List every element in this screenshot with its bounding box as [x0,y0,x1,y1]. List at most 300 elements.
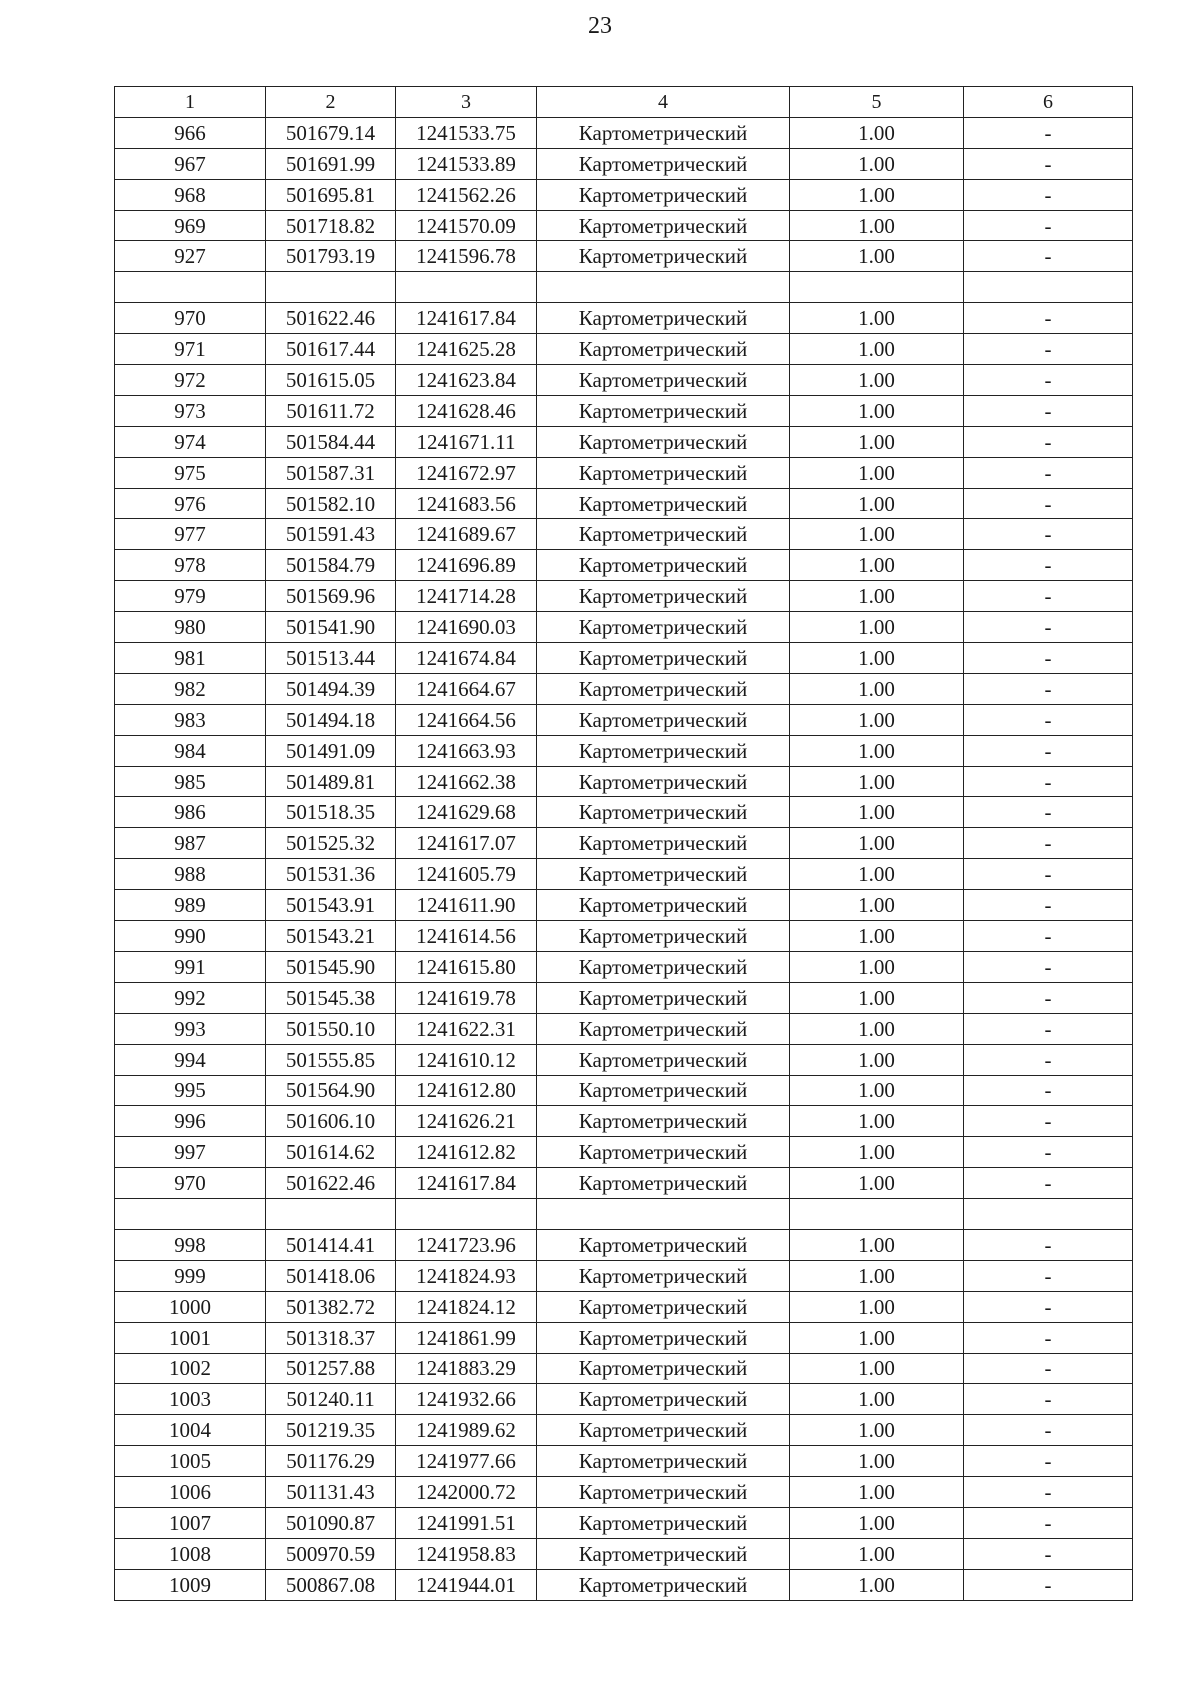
table-row [115,1446,1133,1477]
cell-x-coordinate: 501257.88 [266,1353,396,1384]
cell-method: Картометрический [537,797,790,828]
table-row [115,797,1133,828]
table-row [115,1075,1133,1106]
table-row [115,488,1133,519]
table-row [115,457,1133,488]
cell-note: - [964,1507,1133,1538]
cell-method: Картометрический [537,612,790,643]
cell-accuracy: 1.00 [790,1168,964,1199]
column-header-accuracy: 5 [790,87,964,118]
cell-note: - [964,303,1133,334]
cell-method: Картометрический [537,1075,790,1106]
table-row [115,735,1133,766]
table-row [115,241,1133,272]
cell-accuracy: 1.00 [790,581,964,612]
cell-note: - [964,519,1133,550]
cell-point-number: 969 [115,210,266,241]
cell-method: Картометрический [537,1477,790,1508]
cell-accuracy: 1.00 [790,1507,964,1538]
cell-note: - [964,951,1133,982]
cell-x-coordinate: 501518.35 [266,797,396,828]
table-row [115,766,1133,797]
cell-method: Картометрический [537,426,790,457]
cell-x-coordinate: 501545.90 [266,951,396,982]
table-row [115,1538,1133,1569]
cell-accuracy: 1.00 [790,1044,964,1075]
cell-note: - [964,828,1133,859]
cell-method: Картометрический [537,1538,790,1569]
cell-y-coordinate: 1241610.12 [396,1044,537,1075]
table-row [115,210,1133,241]
cell-y-coordinate: 1241723.96 [396,1229,537,1260]
cell-x-coordinate: 501679.14 [266,117,396,148]
cell-note: - [964,1569,1133,1600]
cell-note: - [964,148,1133,179]
cell-note: - [964,1353,1133,1384]
cell-note: - [964,117,1133,148]
cell-y-coordinate: 1241625.28 [396,334,537,365]
cell-accuracy: 1.00 [790,1137,964,1168]
cell-accuracy: 1.00 [790,148,964,179]
cell-point-number: 983 [115,704,266,735]
cell-y-coordinate: 1241944.01 [396,1569,537,1600]
cell-accuracy: 1.00 [790,1260,964,1291]
cell-point-number: 1006 [115,1477,266,1508]
cell-point-number: 978 [115,550,266,581]
cell-note: - [964,550,1133,581]
cell-method: Картометрический [537,1384,790,1415]
cell-accuracy: 1.00 [790,117,964,148]
cell-point-number: 979 [115,581,266,612]
cell-y-coordinate: 1241824.93 [396,1260,537,1291]
page-number: 23 [588,13,612,39]
table-row [115,519,1133,550]
cell-note: - [964,643,1133,674]
cell-accuracy [790,272,964,303]
cell-y-coordinate: 1241683.56 [396,488,537,519]
cell-y-coordinate: 1241617.84 [396,1168,537,1199]
table-row [115,117,1133,148]
cell-note: - [964,581,1133,612]
cell-x-coordinate: 501131.43 [266,1477,396,1508]
cell-point-number: 999 [115,1260,266,1291]
cell-point-number: 998 [115,1229,266,1260]
cell-note: - [964,241,1133,272]
cell-note: - [964,334,1133,365]
cell-accuracy: 1.00 [790,1106,964,1137]
cell-method: Картометрический [537,1137,790,1168]
cell-x-coordinate: 501691.99 [266,148,396,179]
cell-x-coordinate: 501382.72 [266,1291,396,1322]
cell-note: - [964,1075,1133,1106]
cell-accuracy: 1.00 [790,766,964,797]
cell-accuracy: 1.00 [790,704,964,735]
cell-y-coordinate: 1241958.83 [396,1538,537,1569]
column-header-y-coordinate: 3 [396,87,537,118]
cell-accuracy: 1.00 [790,488,964,519]
cell-x-coordinate: 501489.81 [266,766,396,797]
cell-point-number: 988 [115,859,266,890]
cell-method: Картометрический [537,1415,790,1446]
cell-y-coordinate: 1241628.46 [396,395,537,426]
cell-method: Картометрический [537,982,790,1013]
cell-point-number [115,272,266,303]
cell-x-coordinate: 501569.96 [266,581,396,612]
cell-method: Картометрический [537,1353,790,1384]
table-header [115,87,1133,118]
cell-note: - [964,210,1133,241]
cell-y-coordinate: 1241690.03 [396,612,537,643]
cell-method [537,1199,790,1230]
cell-method: Картометрический [537,457,790,488]
cell-note: - [964,1477,1133,1508]
cell-accuracy: 1.00 [790,890,964,921]
cell-method: Картометрический [537,365,790,396]
cell-y-coordinate: 1241696.89 [396,550,537,581]
cell-x-coordinate: 501587.31 [266,457,396,488]
cell-x-coordinate: 501525.32 [266,828,396,859]
cell-method: Картометрический [537,1322,790,1353]
cell-y-coordinate: 1241629.68 [396,797,537,828]
cell-method: Картометрический [537,1168,790,1199]
cell-point-number: 967 [115,148,266,179]
table-row [115,890,1133,921]
cell-method: Картометрический [537,735,790,766]
cell-y-coordinate: 1241617.84 [396,303,537,334]
cell-method: Картометрический [537,828,790,859]
cell-y-coordinate: 1241689.67 [396,519,537,550]
cell-y-coordinate: 1241991.51 [396,1507,537,1538]
cell-point-number: 980 [115,612,266,643]
cell-note: - [964,1538,1133,1569]
cell-x-coordinate: 501541.90 [266,612,396,643]
cell-y-coordinate: 1241932.66 [396,1384,537,1415]
cell-x-coordinate: 501494.39 [266,673,396,704]
cell-x-coordinate: 500970.59 [266,1538,396,1569]
table-row [115,1291,1133,1322]
table-row [115,581,1133,612]
cell-x-coordinate: 501494.18 [266,704,396,735]
cell-accuracy [790,1199,964,1230]
cell-y-coordinate: 1241596.78 [396,241,537,272]
cell-point-number: 970 [115,1168,266,1199]
cell-x-coordinate: 501584.79 [266,550,396,581]
cell-y-coordinate: 1241622.31 [396,1013,537,1044]
cell-x-coordinate: 501718.82 [266,210,396,241]
cell-accuracy: 1.00 [790,1353,964,1384]
table-row [115,179,1133,210]
cell-y-coordinate: 1241533.89 [396,148,537,179]
cell-x-coordinate: 501617.44 [266,334,396,365]
cell-note: - [964,1044,1133,1075]
cell-note: - [964,673,1133,704]
cell-point-number: 968 [115,179,266,210]
table-row [115,1260,1133,1291]
cell-accuracy: 1.00 [790,1384,964,1415]
cell-point-number: 981 [115,643,266,674]
table-row [115,365,1133,396]
table-row [115,1322,1133,1353]
cell-point-number: 982 [115,673,266,704]
column-header-note: 6 [964,87,1133,118]
cell-y-coordinate: 1241663.93 [396,735,537,766]
cell-note: - [964,1137,1133,1168]
table-row [115,1507,1133,1538]
cell-y-coordinate: 1241671.11 [396,426,537,457]
cell-point-number: 1009 [115,1569,266,1600]
cell-note: - [964,859,1133,890]
cell-note: - [964,735,1133,766]
cell-x-coordinate [266,272,396,303]
cell-accuracy: 1.00 [790,1322,964,1353]
cell-y-coordinate: 1241562.26 [396,179,537,210]
cell-method: Картометрический [537,766,790,797]
table-row [115,1137,1133,1168]
cell-accuracy: 1.00 [790,921,964,952]
cell-accuracy: 1.00 [790,1446,964,1477]
cell-x-coordinate: 501240.11 [266,1384,396,1415]
cell-method: Картометрический [537,890,790,921]
cell-method: Картометрический [537,210,790,241]
cell-accuracy: 1.00 [790,303,964,334]
cell-method: Картометрический [537,1569,790,1600]
cell-accuracy: 1.00 [790,797,964,828]
table-row [115,828,1133,859]
cell-note: - [964,797,1133,828]
cell-note: - [964,365,1133,396]
cell-x-coordinate: 501622.46 [266,303,396,334]
cell-point-number: 973 [115,395,266,426]
cell-x-coordinate: 501414.41 [266,1229,396,1260]
cell-y-coordinate: 1241612.80 [396,1075,537,1106]
cell-note: - [964,890,1133,921]
cell-note: - [964,395,1133,426]
cell-note: - [964,1260,1133,1291]
table-row [115,426,1133,457]
cell-method: Картометрический [537,148,790,179]
cell-point-number: 972 [115,365,266,396]
table-row [115,1415,1133,1446]
cell-x-coordinate: 501615.05 [266,365,396,396]
cell-method: Картометрический [537,1106,790,1137]
cell-method: Картометрический [537,1229,790,1260]
cell-accuracy: 1.00 [790,643,964,674]
table-row [115,1044,1133,1075]
cell-accuracy: 1.00 [790,210,964,241]
cell-point-number: 971 [115,334,266,365]
cell-y-coordinate: 1241623.84 [396,365,537,396]
cell-point-number: 970 [115,303,266,334]
cell-note: - [964,1415,1133,1446]
cell-y-coordinate: 1241626.21 [396,1106,537,1137]
cell-y-coordinate: 1242000.72 [396,1477,537,1508]
cell-method: Картометрический [537,117,790,148]
cell-accuracy: 1.00 [790,982,964,1013]
table-body [115,117,1133,1600]
cell-y-coordinate: 1241570.09 [396,210,537,241]
cell-method: Картометрический [537,1013,790,1044]
cell-y-coordinate: 1241605.79 [396,859,537,890]
table-row [115,1384,1133,1415]
table-row [115,921,1133,952]
column-header-x-coordinate: 2 [266,87,396,118]
cell-y-coordinate: 1241824.12 [396,1291,537,1322]
cell-y-coordinate: 1241612.82 [396,1137,537,1168]
cell-x-coordinate: 501564.90 [266,1075,396,1106]
cell-y-coordinate: 1241989.62 [396,1415,537,1446]
cell-y-coordinate: 1241664.67 [396,673,537,704]
cell-method: Картометрический [537,334,790,365]
cell-point-number: 1008 [115,1538,266,1569]
cell-x-coordinate: 501555.85 [266,1044,396,1075]
cell-point-number: 991 [115,951,266,982]
cell-note: - [964,766,1133,797]
cell-method: Картометрический [537,395,790,426]
cell-point-number: 985 [115,766,266,797]
cell-point-number: 1001 [115,1322,266,1353]
table-row [115,643,1133,674]
cell-accuracy: 1.00 [790,1477,964,1508]
cell-accuracy: 1.00 [790,457,964,488]
cell-note: - [964,704,1133,735]
cell-note: - [964,1291,1133,1322]
cell-x-coordinate: 501418.06 [266,1260,396,1291]
cell-y-coordinate: 1241619.78 [396,982,537,1013]
cell-note: - [964,1384,1133,1415]
cell-note: - [964,488,1133,519]
cell-method: Картометрический [537,1446,790,1477]
cell-x-coordinate: 501176.29 [266,1446,396,1477]
cell-method: Картометрический [537,488,790,519]
table-row [115,303,1133,334]
cell-accuracy: 1.00 [790,241,964,272]
cell-method: Картометрический [537,859,790,890]
cell-x-coordinate: 501513.44 [266,643,396,674]
cell-accuracy: 1.00 [790,1075,964,1106]
cell-accuracy: 1.00 [790,1415,964,1446]
cell-point-number: 927 [115,241,266,272]
cell-y-coordinate: 1241883.29 [396,1353,537,1384]
cell-accuracy: 1.00 [790,365,964,396]
cell-y-coordinate: 1241617.07 [396,828,537,859]
cell-point-number: 977 [115,519,266,550]
table-row [115,550,1133,581]
cell-point-number: 1005 [115,1446,266,1477]
cell-x-coordinate: 501543.91 [266,890,396,921]
separator-row [115,272,1133,303]
cell-point-number: 984 [115,735,266,766]
cell-accuracy: 1.00 [790,1013,964,1044]
cell-x-coordinate: 500867.08 [266,1569,396,1600]
cell-accuracy: 1.00 [790,1538,964,1569]
cell-y-coordinate: 1241977.66 [396,1446,537,1477]
cell-method: Картометрический [537,643,790,674]
cell-y-coordinate: 1241672.97 [396,457,537,488]
cell-x-coordinate: 501219.35 [266,1415,396,1446]
cell-y-coordinate: 1241714.28 [396,581,537,612]
cell-note: - [964,1168,1133,1199]
cell-point-number: 997 [115,1137,266,1168]
cell-accuracy: 1.00 [790,395,964,426]
cell-x-coordinate: 501793.19 [266,241,396,272]
cell-point-number: 1004 [115,1415,266,1446]
table-row [115,1106,1133,1137]
table-row [115,1353,1133,1384]
cell-point-number: 987 [115,828,266,859]
cell-x-coordinate: 501531.36 [266,859,396,890]
cell-x-coordinate: 501545.38 [266,982,396,1013]
cell-point-number [115,1199,266,1230]
cell-accuracy: 1.00 [790,673,964,704]
cell-method: Картометрический [537,550,790,581]
column-header-method: 4 [537,87,790,118]
cell-note [964,1199,1133,1230]
cell-x-coordinate: 501584.44 [266,426,396,457]
cell-x-coordinate: 501318.37 [266,1322,396,1353]
table-row [115,1569,1133,1600]
table-row [115,951,1133,982]
cell-y-coordinate: 1241664.56 [396,704,537,735]
table-row [115,1229,1133,1260]
table-row [115,982,1133,1013]
cell-y-coordinate: 1241615.80 [396,951,537,982]
cell-x-coordinate: 501090.87 [266,1507,396,1538]
cell-x-coordinate: 501611.72 [266,395,396,426]
cell-accuracy: 1.00 [790,550,964,581]
cell-method: Картометрический [537,1260,790,1291]
table-row [115,395,1133,426]
cell-x-coordinate: 501614.62 [266,1137,396,1168]
cell-accuracy: 1.00 [790,1229,964,1260]
cell-accuracy: 1.00 [790,519,964,550]
cell-x-coordinate: 501606.10 [266,1106,396,1137]
table-row [115,1168,1133,1199]
cell-accuracy: 1.00 [790,612,964,643]
cell-y-coordinate [396,272,537,303]
cell-x-coordinate: 501543.21 [266,921,396,952]
cell-note: - [964,426,1133,457]
cell-note [964,272,1133,303]
cell-y-coordinate: 1241614.56 [396,921,537,952]
cell-point-number: 996 [115,1106,266,1137]
cell-accuracy: 1.00 [790,179,964,210]
cell-method: Картометрический [537,951,790,982]
cell-point-number: 1000 [115,1291,266,1322]
cell-x-coordinate [266,1199,396,1230]
cell-y-coordinate: 1241533.75 [396,117,537,148]
cell-accuracy: 1.00 [790,828,964,859]
cell-method: Картометрический [537,673,790,704]
cell-accuracy: 1.00 [790,1569,964,1600]
cell-point-number: 992 [115,982,266,1013]
cell-note: - [964,921,1133,952]
cell-accuracy: 1.00 [790,735,964,766]
cell-note: - [964,1106,1133,1137]
cell-y-coordinate: 1241861.99 [396,1322,537,1353]
cell-note: - [964,982,1133,1013]
cell-point-number: 1002 [115,1353,266,1384]
cell-point-number: 975 [115,457,266,488]
cell-method [537,272,790,303]
cell-point-number: 994 [115,1044,266,1075]
table-row [115,334,1133,365]
cell-point-number: 974 [115,426,266,457]
cell-accuracy: 1.00 [790,951,964,982]
cell-point-number: 976 [115,488,266,519]
cell-note: - [964,1446,1133,1477]
cell-point-number: 990 [115,921,266,952]
cell-point-number: 989 [115,890,266,921]
